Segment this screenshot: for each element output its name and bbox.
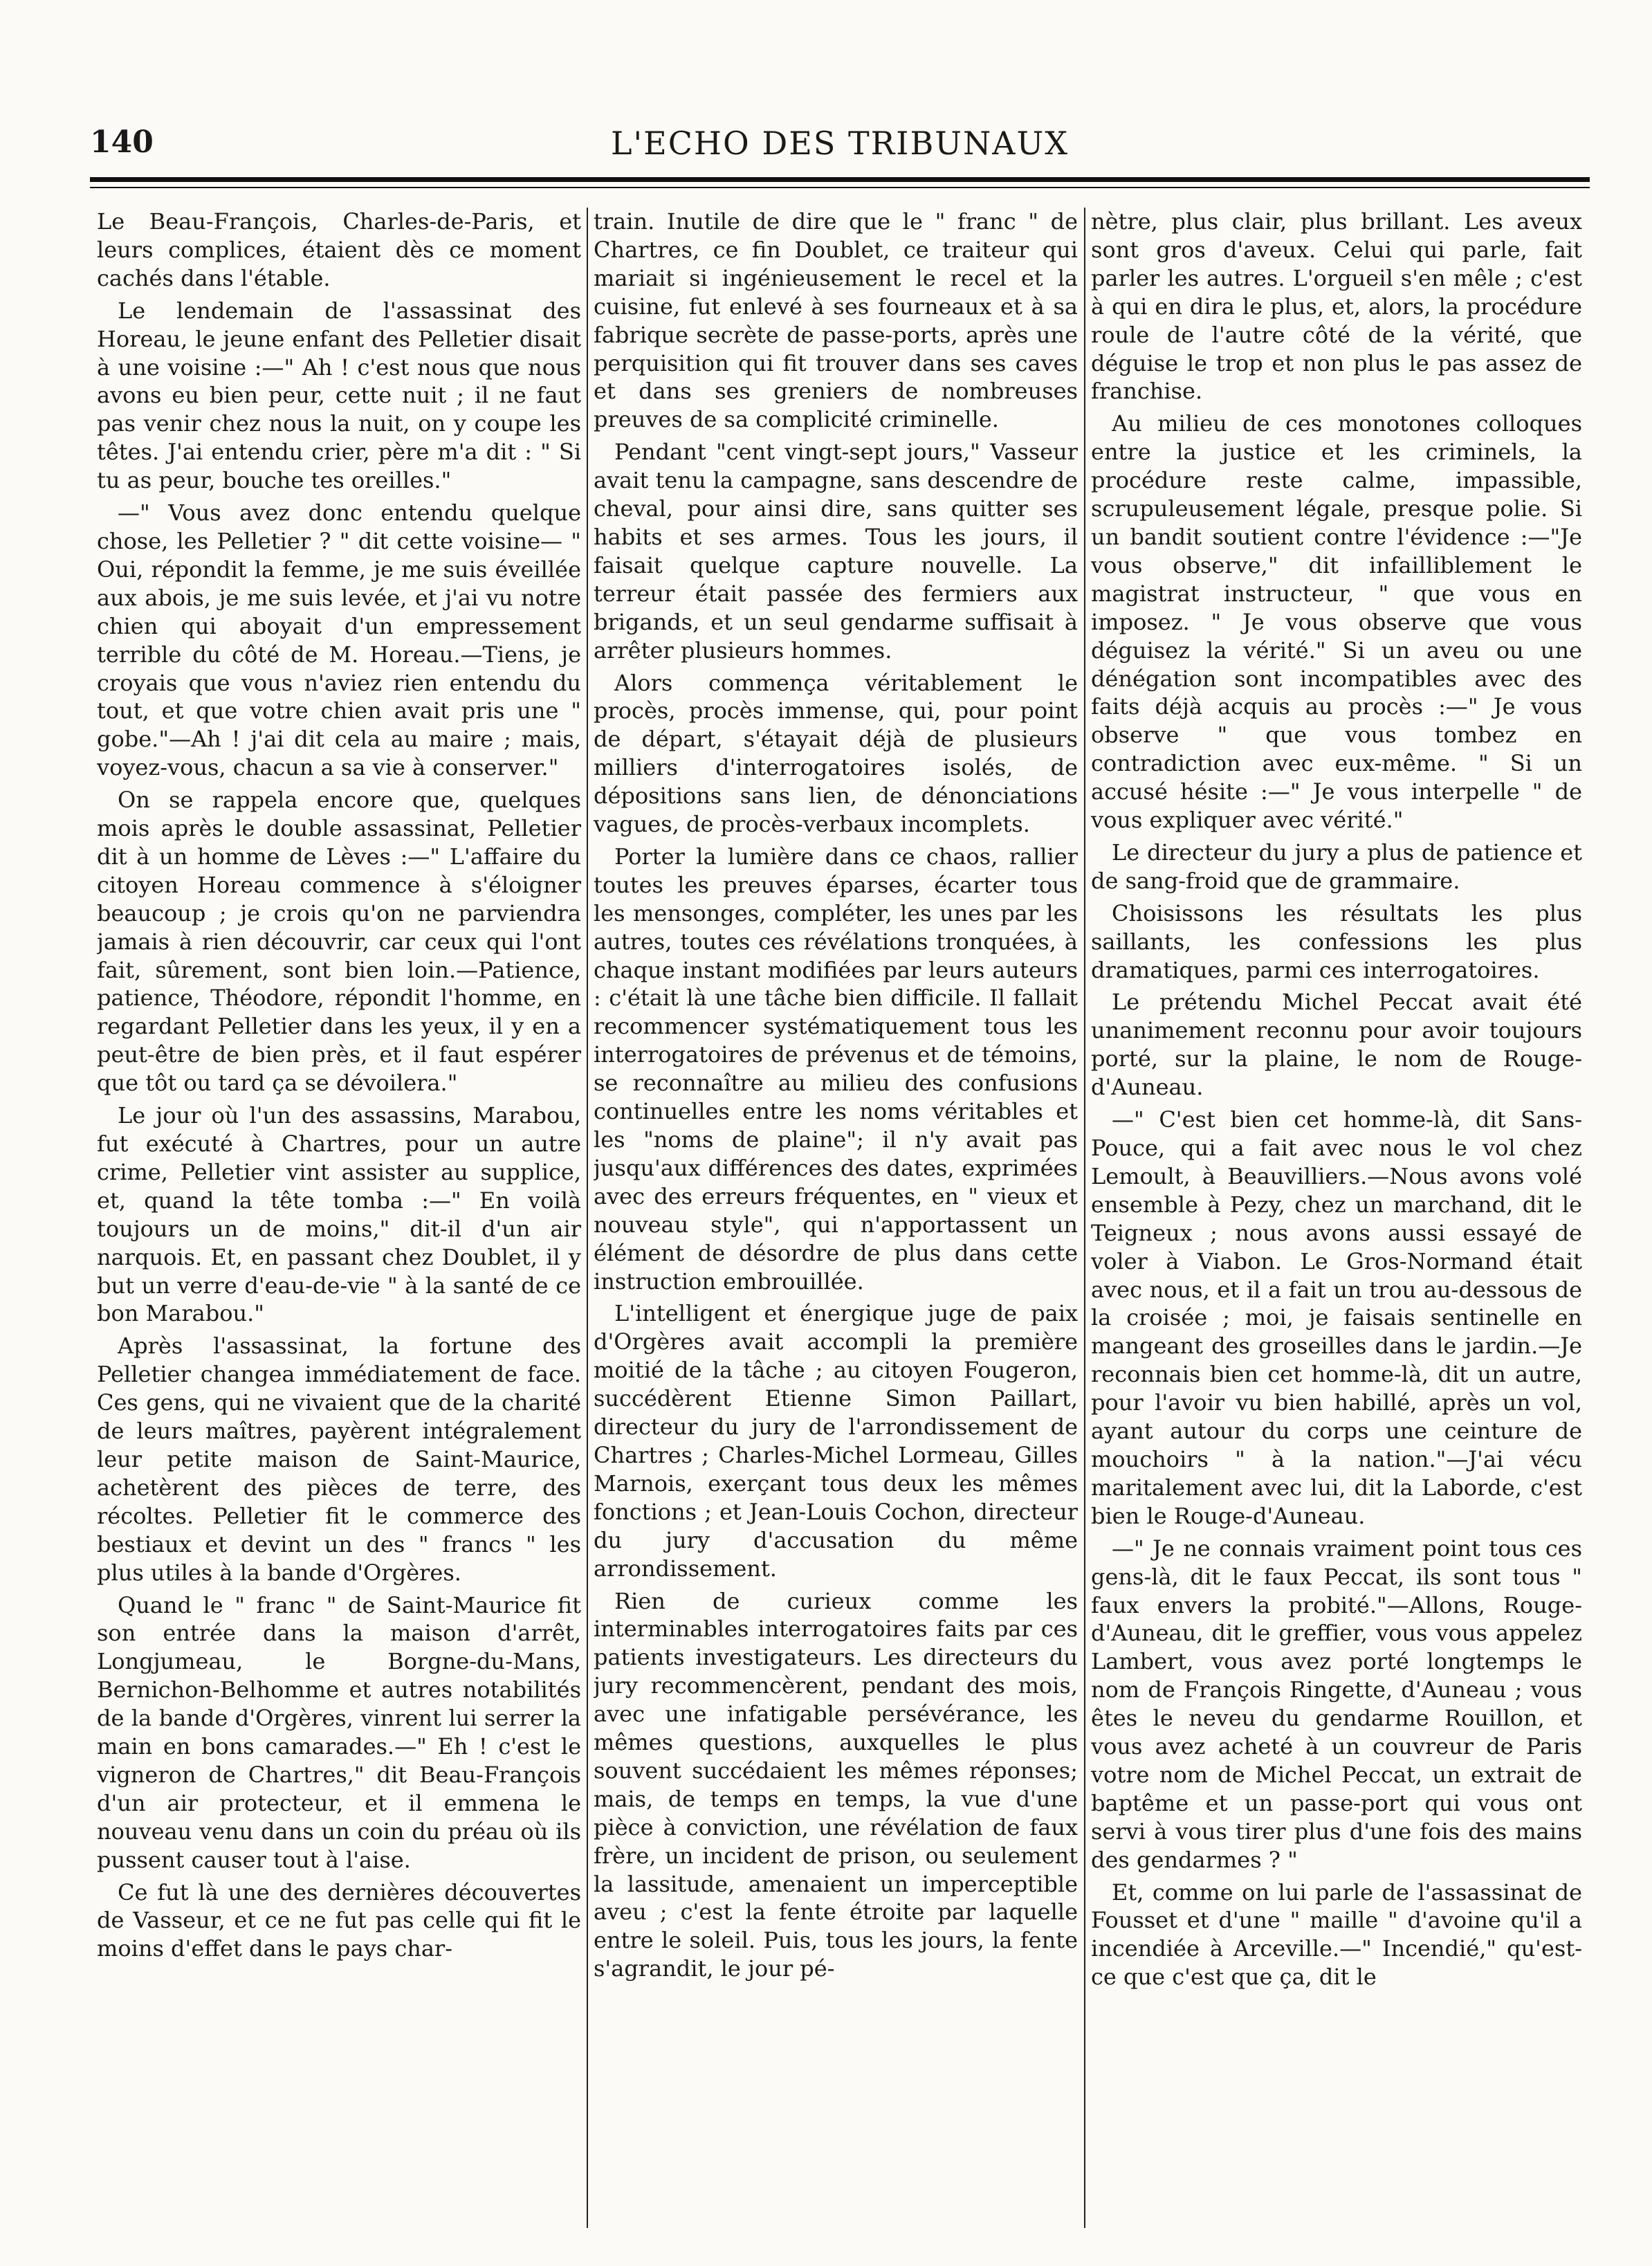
paragraph: Le lendemain de l'assassinat des Horeau, le jeune enfant des Pelletier disait à une voisine :—" Ah ! c'est nous que nous avons eu bien peur, cette nuit ; il ne faut pas venir chez nous la nuit, on y coupe les têtes. J'ai entendu crier, père m'a dit : " Si tu as peur, bouche tes oreilles." [97, 297, 581, 494]
page-number: 140 [90, 125, 154, 160]
paragraph: Choisissons les résultats les plus saillants, les confessions les plus dramatiques, parmi ces interrogatoires. [1091, 899, 1582, 983]
paragraph: Le prétendu Michel Peccat avait été unanimement reconnu pour avoir toujours porté, sur la plaine, le nom de Rouge-d'Auneau. [1091, 989, 1582, 1101]
journal-title: L'ECHO DES TRIBUNAUX [610, 125, 1070, 162]
paragraph: Pendant "cent vingt-sept jours," Vasseur avait tenu la campagne, sans descendre de cheval, pour ainsi dire, sans quitter ses habits et ses armes. Tous les jours, il faisait quelque capture nouvelle. La terreur était passée des fermiers aux brigands, et un seul gendarme suffisait à arrêter plusieurs hommes. [594, 439, 1078, 664]
header-rule-thick [90, 177, 1590, 182]
text-column-3 [1091, 208, 1582, 2228]
text-column-2 [594, 208, 1078, 2228]
paragraph: Quand le " franc " de Saint-Maurice fit son entrée dans la maison d'arrêt, Longjumeau, le Borgne-du-Mans, Bernichon-Belhomme et autres notabilités de la bande d'Orgères, vinrent lui serrer la main en bons camarades.—" Eh ! c'est le vigneron de Chartres," dit Beau-François d'un air protecteur, et il emmena le nouveau venu dans un coin du préau où ils pussent causer tout à l'aise. [97, 1591, 581, 1873]
paragraph: —" Je ne connais vraiment point tous ces gens-là, dit le faux Peccat, ils sont tous " faux envers la probité."—Allons, Rouge-d'Auneau, dit le greffier, vous vous appelez Lambert, vous avez porté longtemps le nom de François Ringette, d'Auneau ; vous êtes le neveu du gendarme Rouillon, et vous avez acheté à un couvreur de Paris votre nom de Michel Peccat, un extrait de baptême et un passe-port qui vous ont servi à vous tirer plus d'une fois des mains des gendarmes ? " [1091, 1535, 1582, 1873]
paragraph: Au milieu de ces monotones colloques entre la justice et les criminels, la procédure reste calme, impassible, scrupuleusement légale, presque polie. Si un bandit soutient contre l'évidence :—"Je vous observe," dit infailliblement le magistrat instructeur, " que vous en imposez. " Je vous observe que vous déguisez la vérité." Si un aveu ou une dénégation sont incompatibles avec des faits déjà acquis au procès :—" Je vous observe " que vous tombez en contradiction avec eux-même. " Si un accusé hésite :—" Je vous interpelle " de vous expliquer avec vérité." [1091, 410, 1582, 834]
paragraph: train. Inutile de dire que le " franc " de Chartres, ce fin Doublet, ce traiteur qui mariait si ingénieusement le recel et la cuisine, fut enlevé à ses fourneaux et à sa fabrique secrète de passe-ports, après une perquisition qui fit trouver dans ses caves et dans ses greniers de nombreuses preuves de sa complicité criminelle. [594, 208, 1078, 433]
page-header [90, 125, 1590, 180]
paragraph: Après l'assassinat, la fortune des Pelletier changea immédiatement de face. Ces gens, qui ne vivaient que de la charité de leurs maîtres, payèrent intégralement leur petite maison de Saint-Maurice, achetèrent des pièces de terre, des récoltes. Pelletier fit le commerce des bestiaux et devint un des " francs " les plus utiles à la bande d'Orgères. [97, 1333, 581, 1586]
paragraph: Alors commença véritablement le procès, procès immense, qui, pour point de départ, s'étayait déjà de plusieurs milliers d'interrogatoires isolés, de dépositions sans lien, de dénonciations vagues, de procès-verbaux incomplets. [594, 669, 1078, 838]
paragraph: On se rappela encore que, quelques mois après le double assassinat, Pelletier dit à un homme de Lèves :—" L'affaire du citoyen Horeau commence à s'éloigner beaucoup ; je crois qu'on ne parviendra jamais à rien découvrir, car ceux qui l'ont fait, sûrement, sont bien loin.—Patience, patience, Théodore, répondit l'homme, en regardant Pelletier dans les yeux, il y en a peut-être de bien près, et il faut espérer que tôt ou tard ça se dévoilera." [97, 787, 581, 1097]
text-column-1 [97, 208, 581, 2228]
paragraph: Ce fut là une des dernières découvertes de Vasseur, et ce ne fut pas celle qui fit le moins d'effet dans le pays char- [97, 1879, 581, 1962]
paragraph: Le jour où l'un des assassins, Marabou, fut exécuté à Chartres, pour un autre crime, Pelletier vint assister au supplice, et, quand la tête tomba :—" En voilà toujours un de moins," dit-il d'un air narquois. Et, en passant chez Doublet, il y but un verre d'eau-de-vie " à la santé de ce bon Marabou." [97, 1102, 581, 1327]
paragraph: Rien de curieux comme les interminables interrogatoires faits par ces patients investigateurs. Les directeurs du jury recommencèrent, pendant des mois, avec une infatigable persévérance, les mêmes questions, auxquelles le plus souvent succédaient les mêmes réponses; mais, de temps en temps, la vue d'une pièce à conviction, une révélation de faux frère, un incident de prison, ou seulement la lassitude, amenaient un imperceptible aveu ; c'est la fente étroite par laquelle entre le soleil. Puis, tous les jours, la fente s'agrandit, le jour pé- [594, 1587, 1078, 1982]
paragraph: nètre, plus clair, plus brillant. Les aveux sont gros d'aveux. Celui qui parle, fait parler les autres. L'orgueil s'en mêle ; c'est à qui en dira le plus, et, alors, la procédure roule de l'autre côté de la vérité, que déguise le trop et non plus le pas assez de franchise. [1091, 208, 1582, 405]
paragraph: Et, comme on lui parle de l'assassinat de Fousset et d'une " maille " d'avoine qu'il a incendiée à Arceville.—" Incendié," qu'est-ce que c'est que ça, dit le [1091, 1879, 1582, 1991]
column-divider [1084, 208, 1085, 2228]
paragraph: Porter la lumière dans ce chaos, rallier toutes les preuves éparses, écarter tous les mensonges, compléter, les unes par les autres, toutes ces révélations tronquées, à chaque instant modifiées par leurs auteurs : c'était là une tâche bien difficile. Il fallait recommencer systématiquement tous les interrogatoires de prévenus et de témoins, se reconnaître au milieu des confusions continuelles entre les noms véritables et les "noms de plaine"; il n'y avait pas jusqu'aux différences des dates, exprimées avec des erreurs fréquentes, en " vieux et nouveau style", qui n'apportassent un élément de désordre de plus dans cette instruction embrouillée. [594, 843, 1078, 1295]
paragraph: —" C'est bien cet homme-là, dit Sans-Pouce, qui a fait avec nous le vol chez Lemoult, à Beauvilliers.—Nous avons volé ensemble à Pezy, chez un marchand, dit le Teigneux ; nous avons aussi essayé de voler à Viabon. Le Gros-Normand était avec nous, et il a fait un trou au-dessous de la croisée ; moi, je faisais sentinelle en mangeant des groseilles dans le jardin.—Je reconnais bien cet homme-là, dit un autre, pour l'avoir vu bien habillé, après un vol, ayant autour du corps une ceinture de mouchoirs " à la nation."—J'ai vécu maritalement avec lui, dit la Laborde, c'est bien le Rouge-d'Auneau. [1091, 1106, 1582, 1529]
paragraph: L'intelligent et énergique juge de paix d'Orgères avait accompli la première moitié de la tâche ; au citoyen Fougeron, succédèrent Etienne Simon Paillart, directeur du jury de l'arrondissement de Chartres ; Charles-Michel Lormeau, Gilles Marnois, exerçant tous deux les mêmes fonctions ; et Jean-Louis Cochon, directeur du jury d'accusation du même arrondissement. [594, 1300, 1078, 1582]
paragraph: —" Vous avez donc entendu quelque chose, les Pelletier ? " dit cette voisine— " Oui, répondit la femme, je me suis éveillée aux abois, je me suis levée, et j'ai vu notre chien qui aboyait d'un empressement terrible du côté de M. Horeau.—Tiens, je croyais que vous n'aviez rien entendu du tout, et que votre chien avait pris une " gobe."—Ah ! j'ai dit cela au maire ; mais, voyez-vous, chacun a sa vie à conserver." [97, 500, 581, 781]
header-rule-thin [90, 187, 1590, 188]
column-divider [587, 208, 588, 2228]
paragraph: Le Beau-François, Charles-de-Paris, et leurs complices, étaient dès ce moment cachés dans l'étable. [97, 208, 581, 291]
paragraph: Le directeur du jury a plus de patience et de sang-froid que de grammaire. [1091, 839, 1582, 894]
